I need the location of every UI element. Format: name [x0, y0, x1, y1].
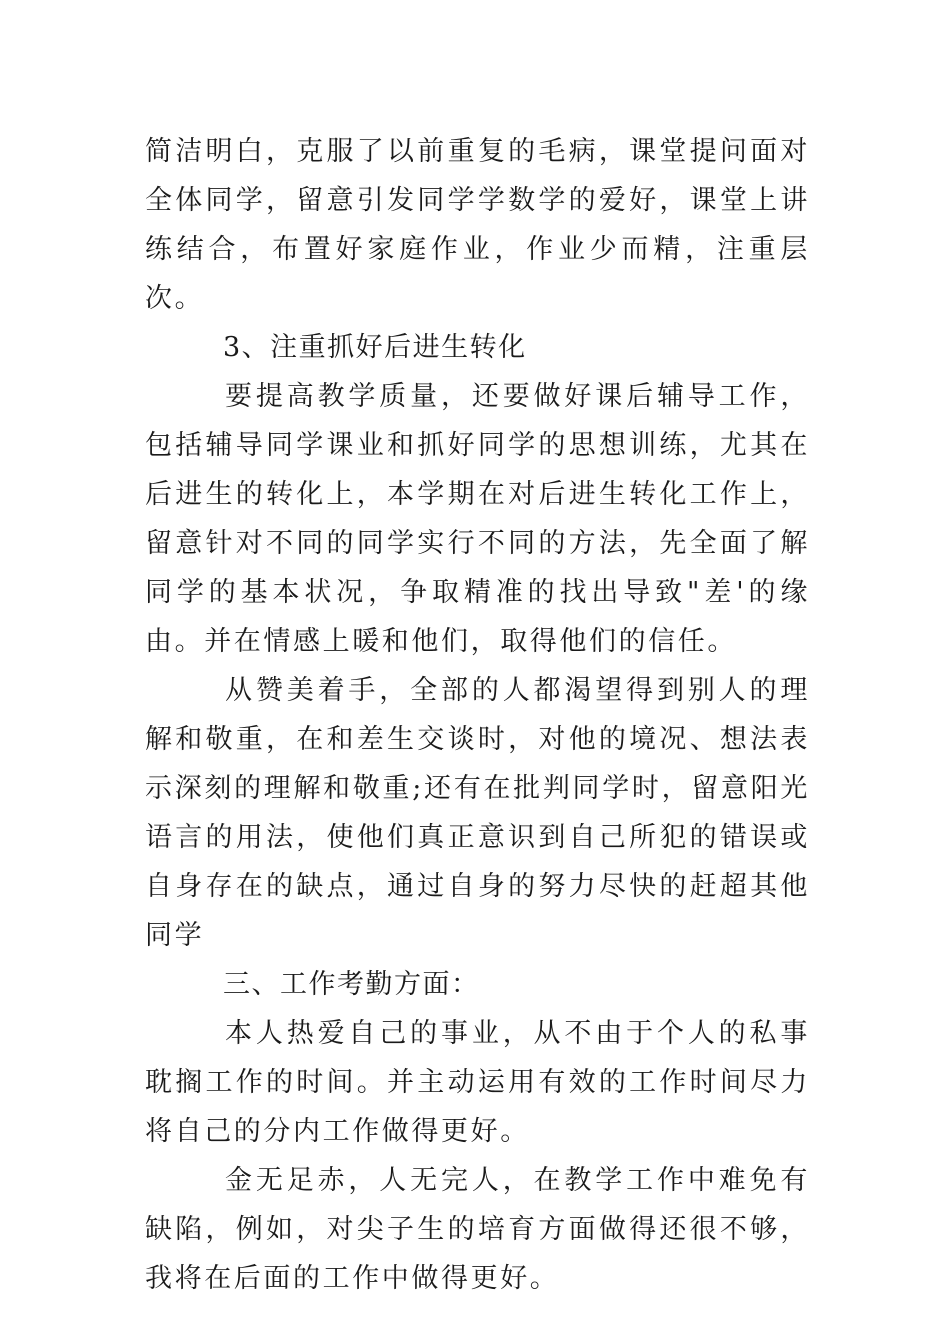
document-body — [145, 127, 810, 1303]
paragraph-tutoring: 要提高教学质量，还要做好课后辅导工作，包括辅导同学课业和抓好同学的思想训练，尤其在后进生的转化上，本学期在对后进生转化工作上，留意针对不同的同学实行不同的方法，先全面了解同学的基本状况，争取精准的找出导致"差'的缘由。并在情感上暖和他们，取得他们的信任。 — [145, 381, 810, 657]
paragraph-shortcomings: 金无足赤，人无完人，在教学工作中难免有缺陷，例如，对尖子生的培育方面做得还很不够，我将在后面的工作中做得更好。 — [145, 1165, 810, 1294]
paragraph-praise: 从赞美着手，全部的人都渴望得到别人的理解和敬重，在和差生交谈时，对他的境况、想法表示深刻的理解和敬重;还有在批判同学时，留意阳光语言的用法，使他们真正意识到自己所犯的错误或自身存在的缺点，通过自身的努力尽快的赶超其他同学 — [145, 675, 810, 951]
paragraph-dedication: 本人热爱自己的事业，从不由于个人的私事耽搁工作的时间。并主动运用有效的工作时间尽力将自己的分内工作做得更好。 — [145, 1018, 810, 1147]
section-heading-laggard-students: 3、注重抓好后进生转化 — [223, 332, 527, 363]
section-heading-attendance: 三、工作考勤方面： — [223, 969, 480, 1000]
paragraph-continuation: 简洁明白，克服了以前重复的毛病，课堂提问面对全体同学，留意引发同学学数学的爱好，课堂上讲练结合，布置好家庭作业，作业少而精，注重层次。 — [145, 136, 810, 314]
